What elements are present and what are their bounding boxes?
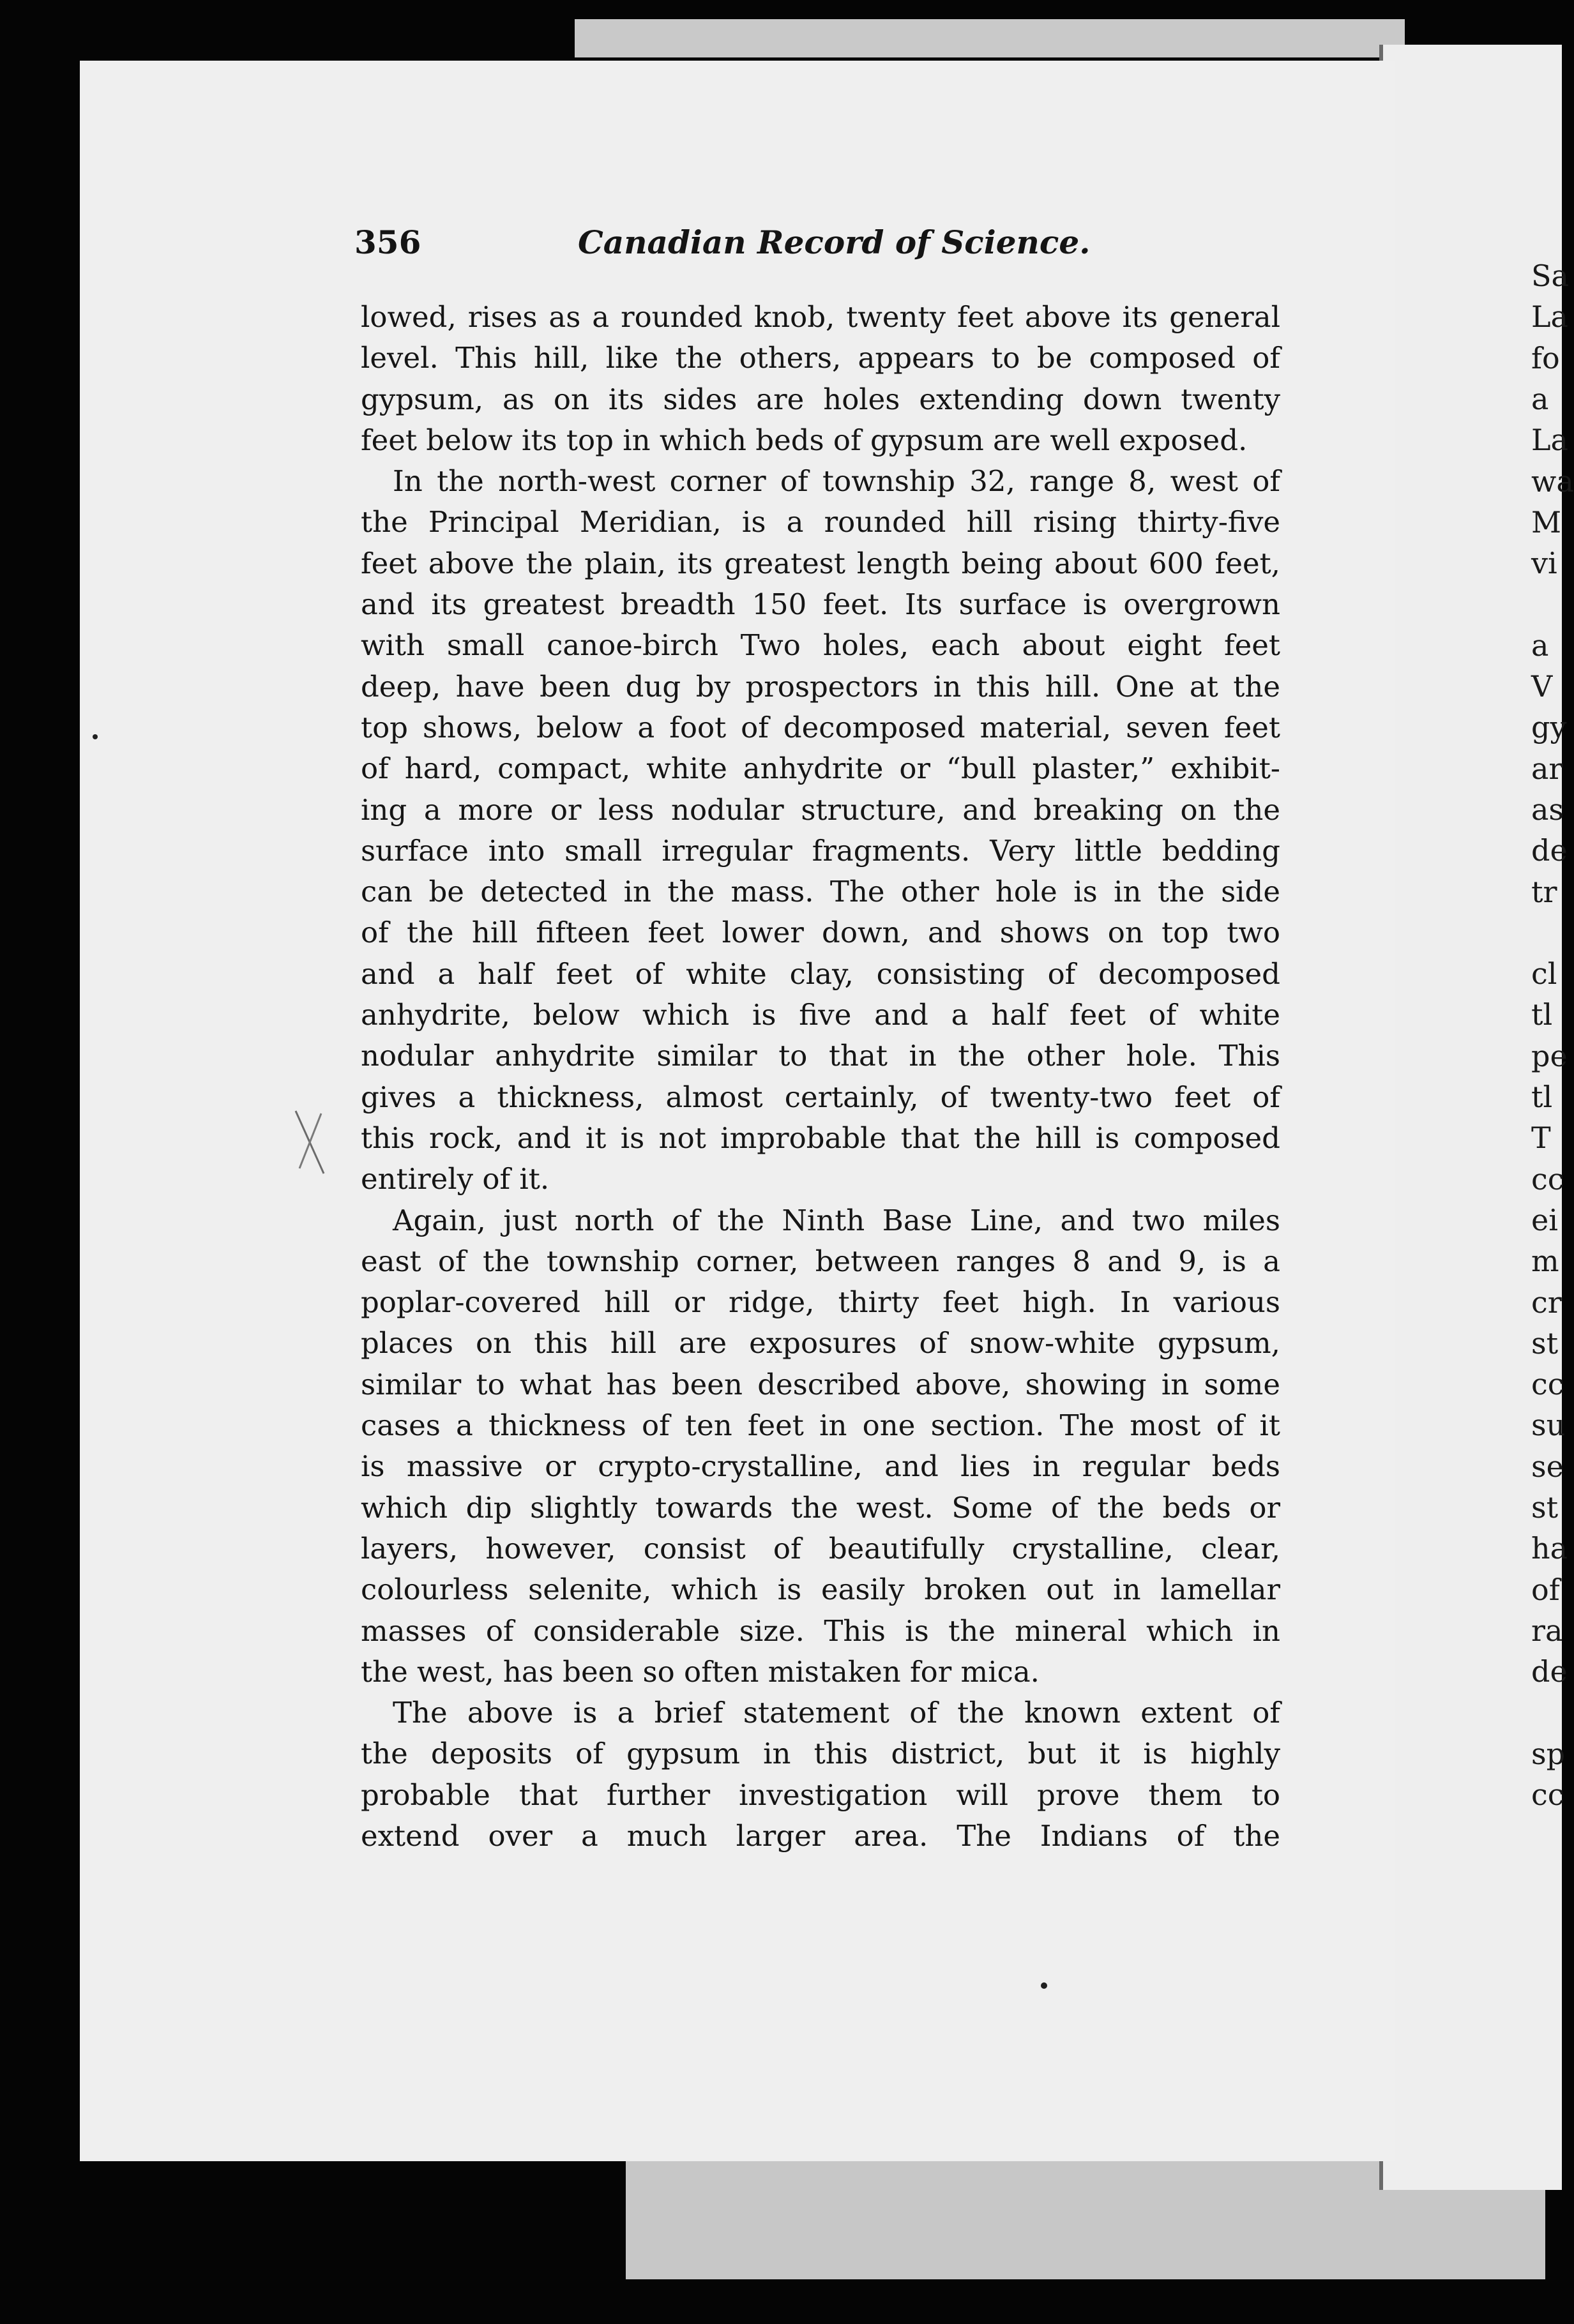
facing-page-fragment: V [1531,669,1553,704]
text-line: nodular anhydrite similar to that in the other hole. This [361,1039,1280,1073]
paragraph [361,1200,1280,1693]
text-line: can be detected in the mass. The other hole is in the side [361,875,1280,909]
text-line: The above is a brief statement of the known extent of [393,1696,1280,1730]
text-line: deep, have been dug by prospectors in this hill. One at the [361,669,1280,704]
text-line: east of the township corner, between ranges 8 and 9, is a [361,1244,1280,1278]
facing-page-fragment: cc [1531,1777,1564,1813]
facing-page-fragment: m [1531,1244,1559,1279]
running-head [354,223,1287,275]
facing-page-fragment: st [1531,1325,1559,1361]
facing-page-fragment: cc [1531,1367,1564,1402]
facing-page-fragment: tl [1531,1080,1553,1114]
text-line: this rock, and it is not improbable that the hill is composed [361,1120,1280,1155]
facing-page-fragment: wa [1531,464,1574,499]
facing-page-fragment: cl [1531,956,1557,992]
facing-page-fragment: fo [1531,340,1560,375]
facing-page [1379,45,1574,2190]
text-line: masses of considerable size. This is the mineral which in [361,1613,1280,1648]
facing-page-fragment: a [1531,381,1549,416]
facing-page-fragment: vi [1531,546,1557,581]
text-line: entirely of it. [361,1162,550,1196]
text-line: similar to what has been described above, showing in some [361,1367,1280,1401]
facing-page-fragment: ar [1531,751,1563,786]
text-line: the west, has been so often mistaken for mica. [361,1654,1040,1689]
facing-page-fragment: se [1531,1449,1564,1484]
text-line: probable that further investigation will prove them to [361,1777,1280,1812]
text-line: colourless selenite, which is easily broken out in lamellar [361,1573,1280,1607]
text-line: feet above the plain, its greatest length being about 600 feet, [361,546,1280,580]
page-number: 356 [354,223,421,261]
speck [1041,1982,1047,1989]
facing-page-fragment: Sa [1531,259,1569,293]
text-line: which dip slightly towards the west. Some of the beds or [361,1490,1280,1525]
facing-page-fragment: cc [1531,1161,1564,1196]
text-line: and a half feet of white clay, consisting of decomposed [361,956,1280,991]
text-line: lowed, rises as a rounded knob, twenty feet above its general [361,300,1280,334]
text-line: gives a thickness, almost certainly, of twenty-two feet of [361,1080,1280,1114]
text-line: places on this hill are exposures of snow-white gypsum, [361,1326,1280,1361]
text-line: Again, just north of the Ninth Base Line, and two miles [393,1203,1280,1237]
text-line: cases a thickness of ten feet in one section. The most of it [361,1408,1280,1443]
text-line: extend over a much larger area. The Indians of the [361,1818,1280,1853]
text-line: of hard, compact, white anhydrite or “bull plaster,” exhibit- [361,751,1280,786]
text-line: anhydrite, below which is five and a half feet of white [361,998,1280,1032]
facing-page-fragment: La [1531,423,1568,458]
background-strip-top [575,19,1405,57]
facing-page-fragment: as [1531,792,1564,827]
facing-page-fragment: gy [1531,710,1567,745]
text-line: is massive or crypto-crystalline, and lies in regular beds [361,1449,1280,1484]
facing-page-fragment: ha [1531,1531,1568,1566]
facing-page-fragment: tr [1531,874,1557,909]
text-line: layers, however, consist of beautifully crystalline, clear, [361,1531,1280,1566]
facing-page-fragment: La [1531,299,1568,335]
facing-page-fragment: pe [1531,1038,1568,1073]
text-line: level. This hill, like the others, appears to be composed of [361,341,1280,375]
journal-title: Canadian Record of Science. [578,223,1091,261]
facing-page-fragment: a [1531,628,1549,663]
facing-page-fragment: ei [1531,1202,1558,1237]
paragraph [361,461,1280,1200]
pencil-x-mark [291,1105,329,1181]
facing-page-fragment: of [1531,1572,1560,1607]
speck [93,734,98,739]
text-line: the deposits of gypsum in this district, but it is highly [361,1737,1280,1771]
facing-page-fragment: sp [1531,1736,1566,1771]
facing-page-fragment: cr [1531,1285,1562,1320]
text-line: gypsum, as on its sides are holes extending down twenty [361,382,1280,416]
facing-page-fragment: M [1531,504,1562,540]
text-line: of the hill fifteen feet lower down, and shows on top two [361,916,1280,950]
facing-page-fragment: de [1531,1654,1568,1689]
facing-page-fragment: su [1531,1408,1566,1443]
facing-page-fragment: st [1531,1490,1559,1525]
text-line: surface into small irregular fragments. Very little bedding [361,833,1280,868]
text-line: feet below its top in which beds of gypsum are well exposed. [361,423,1248,457]
text-line: In the north-west corner of township 32, range 8, west of [393,464,1280,499]
paragraph [361,297,1280,461]
text-line: ing a more or less nodular structure, and breaking on the [361,792,1280,827]
paragraph [361,1693,1280,1857]
text-line: and its greatest breadth 150 feet. Its surface is overgrown [361,587,1280,622]
text-line: the Principal Meridian, is a rounded hill rising thirty-five [361,505,1280,540]
facing-page-fragment: ra [1531,1613,1563,1648]
text-line: poplar-covered hill or ridge, thirty feet high. In various [361,1285,1280,1320]
facing-page-fragment: de [1531,833,1568,868]
facing-page-fragment: tl [1531,997,1553,1032]
facing-page-fragment: T [1531,1120,1551,1156]
body-text [361,297,1280,1857]
text-line: with small canoe-birch Two holes, each about eight feet [361,628,1280,663]
text-line: top shows, below a foot of decomposed material, seven feet [361,710,1280,744]
